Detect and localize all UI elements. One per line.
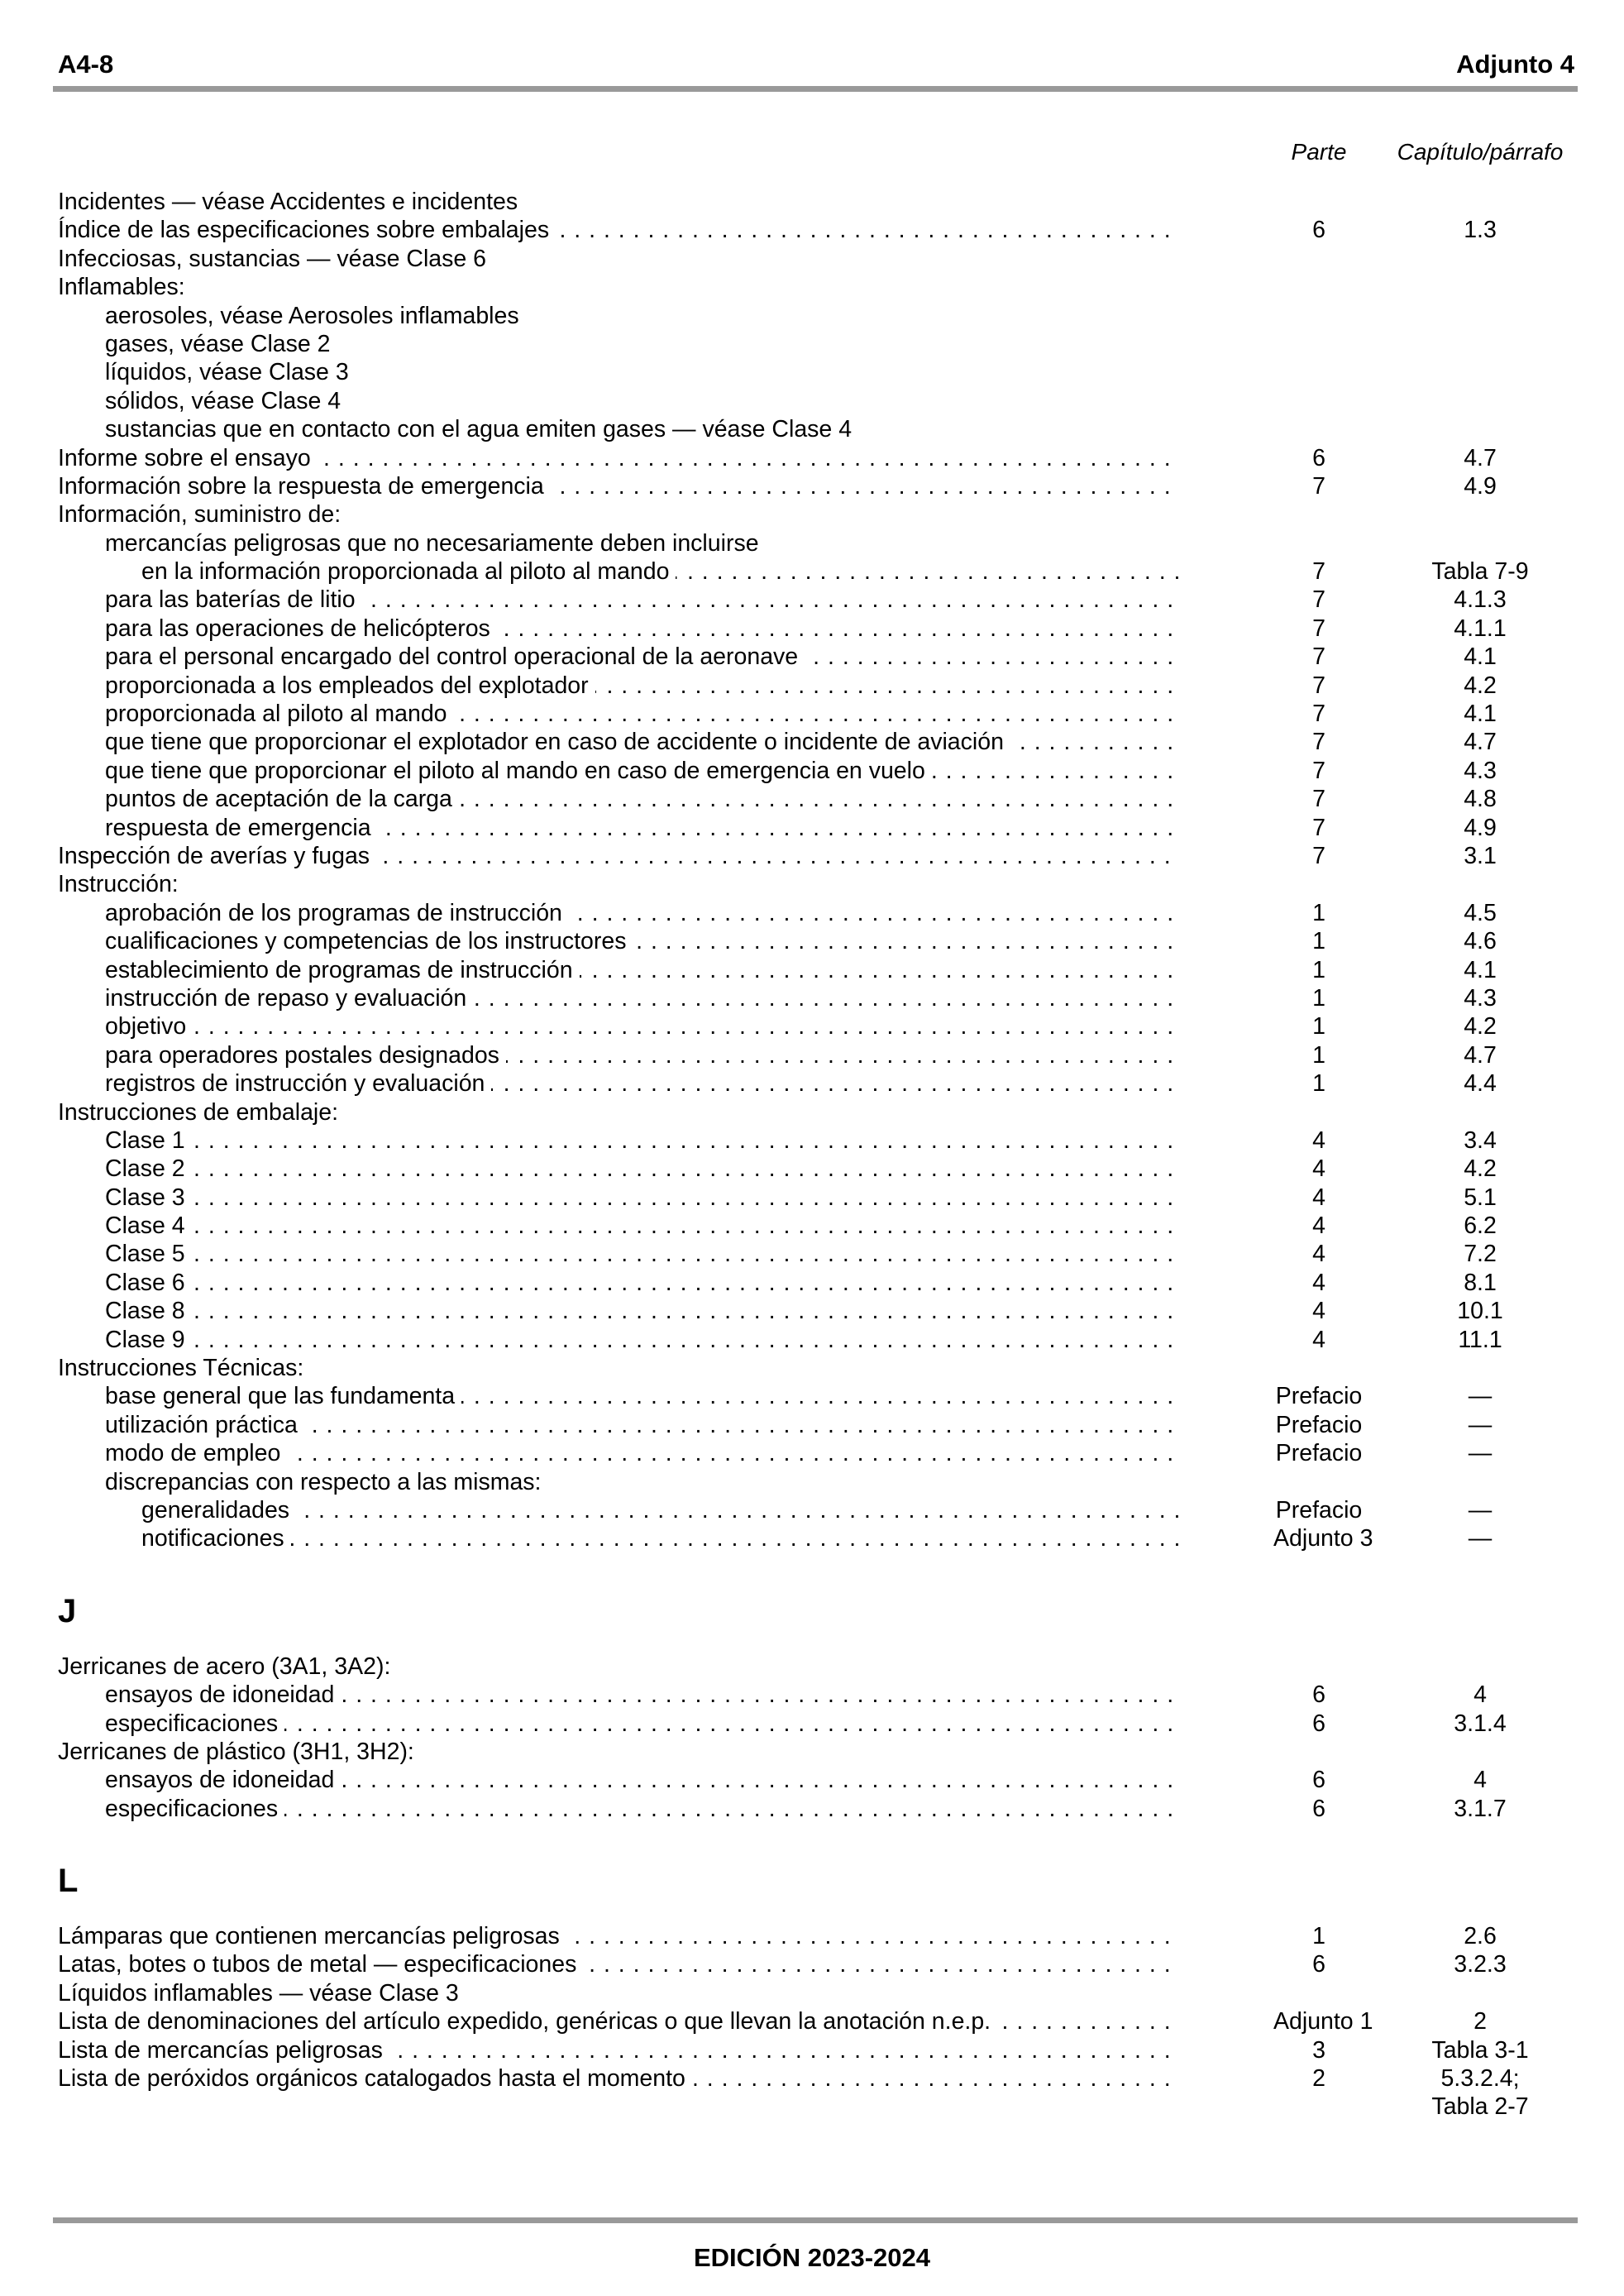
index-term-text: líquidos, véase Clase 3 xyxy=(105,359,349,386)
section-letter xyxy=(0,1553,1624,1653)
index-entry xyxy=(0,444,1624,472)
index-term xyxy=(105,899,1181,927)
index-entry xyxy=(0,1297,1624,1325)
index-term xyxy=(58,2064,1181,2093)
index-term xyxy=(105,643,1181,671)
index-capitulo: 3.1.4 xyxy=(1454,1710,1507,1737)
index-term-text: Clase 4 xyxy=(105,1213,192,1239)
index-term-text: para el personal encargado del control operacional de la aeronave xyxy=(105,643,805,670)
index-term-text: Inspección de averías y fugas xyxy=(58,843,376,869)
index-term xyxy=(105,1411,1181,1439)
index-term xyxy=(105,956,1181,984)
index-entry xyxy=(0,415,1624,443)
index-term-text: proporcionada a los empleados del explotador xyxy=(105,672,595,699)
index-term xyxy=(58,1950,1181,1978)
index-parte: 4 xyxy=(1312,1241,1325,1268)
index-term-text: Clase 6 xyxy=(105,1270,192,1296)
index-term-text: Clase 5 xyxy=(105,1241,192,1267)
index-term xyxy=(105,984,1181,1012)
index-capitulo: 6.2 xyxy=(1464,1213,1497,1240)
index-term-text: Clase 1 xyxy=(105,1127,192,1154)
index-term-text: cualificaciones y competencias de los instructores xyxy=(105,928,633,954)
index-entry xyxy=(0,814,1624,842)
index-term-text: Clase 2 xyxy=(105,1155,192,1182)
index-entry xyxy=(0,1710,1624,1738)
index-term xyxy=(105,615,1181,643)
index-capitulo: 3.1.7 xyxy=(1454,1795,1507,1822)
index-term-text: para operadores postales designados xyxy=(105,1042,506,1069)
index-term xyxy=(105,1155,1181,1183)
index-term-text: Información, suministro de: xyxy=(58,501,342,529)
index-term-text: proporcionada al piloto al mando xyxy=(105,701,454,727)
index-parte: 4 xyxy=(1312,1155,1325,1183)
index-entry xyxy=(0,472,1624,500)
index-entry xyxy=(0,1041,1624,1069)
index-term-text: Índice de las especificaciones sobre embalajes xyxy=(58,217,556,243)
index-term-text: instrucción de repaso y evaluación xyxy=(105,985,473,1012)
index-entry xyxy=(0,557,1624,586)
index-term xyxy=(58,2007,1181,2035)
index-parte: 3 xyxy=(1312,2036,1325,2064)
index-term-text: Jerricanes de plástico (3H1, 3H2): xyxy=(58,1738,414,1765)
index-term-text: Líquidos inflamables — véase Clase 3 xyxy=(58,1979,459,2007)
footer-rule xyxy=(53,2217,1578,2223)
index-term xyxy=(105,1468,541,1496)
index-parte: 6 xyxy=(1312,444,1325,471)
column-header-capitulo: Capítulo/párrafo xyxy=(1397,139,1564,165)
page-number: A4-8 xyxy=(58,50,114,79)
index-term-text: Latas, botes o tubos de metal — especificaciones xyxy=(58,1951,583,1978)
index-entry xyxy=(0,387,1624,415)
index-term-text: registros de instrucción y evaluación xyxy=(105,1070,491,1097)
index-term-text: establecimiento de programas de instrucción xyxy=(105,957,580,983)
index-capitulo: 4.2 xyxy=(1464,1013,1497,1040)
column-header-parte: Parte xyxy=(1291,139,1347,165)
index-term-text: objetivo xyxy=(105,1013,193,1040)
section-letter-label: J xyxy=(58,1592,77,1629)
index-capitulo: 4.2 xyxy=(1464,672,1497,699)
index-capitulo: 5.3.2.4; xyxy=(1440,2065,1520,2093)
index-entry xyxy=(0,956,1624,984)
index-entry xyxy=(0,1766,1624,1794)
index-term-text: Lámparas que contienen mercancías peligrosas xyxy=(58,1923,566,1949)
index-entry xyxy=(0,984,1624,1012)
header-rule xyxy=(53,86,1578,92)
index-entry xyxy=(0,1950,1624,1978)
index-term xyxy=(105,1326,1181,1354)
index-entry xyxy=(0,1738,1624,1766)
index-entry xyxy=(0,1496,1624,1524)
index-capitulo: 8.1 xyxy=(1464,1269,1497,1296)
index-term xyxy=(105,927,1181,955)
index-entry xyxy=(0,1069,1624,1098)
index-term xyxy=(58,500,341,529)
index-parte: 4 xyxy=(1312,1126,1325,1154)
index-entry xyxy=(0,1382,1624,1410)
index-term xyxy=(58,216,1181,244)
index-entry xyxy=(0,842,1624,870)
index-entry xyxy=(0,1126,1624,1155)
index-term-text: puntos de aceptación de la carga xyxy=(105,786,459,812)
index-parte: 1 xyxy=(1312,956,1325,983)
index-entry xyxy=(0,2093,1624,2121)
index-capitulo: Tabla 3-1 xyxy=(1431,2036,1529,2064)
index-term xyxy=(105,728,1181,756)
index-parte: 7 xyxy=(1312,701,1325,728)
index-term-text: Información sobre la respuesta de emergencia xyxy=(58,473,551,500)
index-term-text: Infecciosas, sustancias — véase Clase 6 xyxy=(58,245,486,272)
index-parte: 4 xyxy=(1312,1213,1325,1240)
index-capitulo: — xyxy=(1468,1496,1493,1523)
index-entry xyxy=(0,2036,1624,2064)
index-parte: 6 xyxy=(1312,1795,1325,1822)
index-parte: 6 xyxy=(1312,1710,1325,1737)
index-term xyxy=(105,1681,1181,1709)
index-entry xyxy=(0,1098,1624,1126)
index-entry xyxy=(0,700,1624,728)
index-entry xyxy=(0,1524,1624,1552)
index-term xyxy=(58,273,185,301)
index-term xyxy=(58,1979,459,2007)
index-term-text: Instrucción: xyxy=(58,871,179,898)
index-parte: 7 xyxy=(1312,615,1325,642)
index-term xyxy=(105,330,331,358)
index-entry xyxy=(0,1269,1624,1297)
index-entry xyxy=(0,1212,1624,1240)
index-capitulo: 4 xyxy=(1474,1681,1487,1709)
index-capitulo: 4 xyxy=(1474,1767,1487,1794)
index-term xyxy=(141,557,1181,586)
index-entry xyxy=(0,1468,1624,1496)
index-term-text: Lista de peróxidos orgánicos catalogados hasta el momento xyxy=(58,2065,692,2092)
index-term-text: mercancías peligrosas que no necesariamente deben incluirse xyxy=(105,529,759,557)
index-term xyxy=(105,1041,1181,1069)
index-term-text: que tiene que proporcionar el piloto al mando en caso de emergencia en vuelo xyxy=(105,758,932,784)
index-term-text: base general que las fundamenta xyxy=(105,1383,461,1409)
index-term xyxy=(58,472,1181,500)
index-capitulo: 4.8 xyxy=(1464,786,1497,813)
index-term xyxy=(105,1212,1181,1240)
edition-footer: EDICIÓN 2023-2024 xyxy=(693,2243,931,2272)
index-entry xyxy=(0,1326,1624,1354)
index-capitulo: 2.6 xyxy=(1464,1923,1497,1950)
index-term xyxy=(58,1922,1181,1950)
index-term-text: ensayos de idoneidad xyxy=(105,1681,341,1708)
index-entry xyxy=(0,757,1624,785)
index-term-text: generalidades xyxy=(141,1497,296,1523)
index-capitulo: 4.3 xyxy=(1464,984,1497,1012)
index-parte: 1 xyxy=(1312,1041,1325,1069)
index-term-text: Lista de mercancías peligrosas xyxy=(58,2037,389,2064)
index-term xyxy=(58,188,518,216)
index-entry xyxy=(0,785,1624,813)
index-term xyxy=(105,700,1181,728)
index-capitulo: 4.1 xyxy=(1464,701,1497,728)
index-capitulo: Tabla 2-7 xyxy=(1431,2093,1529,2121)
index-entry xyxy=(0,330,1624,358)
index-entry xyxy=(0,1411,1624,1439)
index-term xyxy=(105,1766,1181,1794)
index-parte: 7 xyxy=(1312,472,1325,500)
index-entry xyxy=(0,1795,1624,1823)
index-parte: 1 xyxy=(1312,899,1325,926)
index-term xyxy=(105,302,519,330)
index-term-text: para las operaciones de helicópteros xyxy=(105,615,497,642)
index-parte: 7 xyxy=(1312,842,1325,869)
index-capitulo: 5.1 xyxy=(1464,1184,1497,1211)
index-parte: 1 xyxy=(1312,1923,1325,1950)
index-term-text: modo de empleo xyxy=(105,1440,287,1466)
index-term xyxy=(105,814,1181,842)
index-term xyxy=(105,1240,1181,1268)
index-capitulo: — xyxy=(1468,1411,1493,1438)
index-term xyxy=(58,444,1181,472)
index-term-text: Instrucciones de embalaje: xyxy=(58,1098,339,1126)
index-parte: 4 xyxy=(1312,1269,1325,1296)
index-entry xyxy=(0,1439,1624,1467)
index-entry xyxy=(0,500,1624,529)
index-capitulo: 3.4 xyxy=(1464,1126,1497,1154)
index-parte: 7 xyxy=(1312,643,1325,671)
index-capitulo: 7.2 xyxy=(1464,1241,1497,1268)
index-capitulo: Tabla 7-9 xyxy=(1431,558,1529,586)
index-term xyxy=(105,785,1181,813)
index-entry xyxy=(0,899,1624,927)
index-capitulo: 4.6 xyxy=(1464,928,1497,955)
index-entry xyxy=(0,2007,1624,2035)
index-capitulo: 10.1 xyxy=(1457,1298,1503,1325)
index-parte: 4 xyxy=(1312,1326,1325,1353)
attachment-title: Adjunto 4 xyxy=(1456,50,1574,79)
index-term-text: sustancias que en contacto con el agua emiten gases — véase Clase 4 xyxy=(105,416,853,443)
index-entry xyxy=(0,1681,1624,1709)
index-entry xyxy=(0,643,1624,671)
index-term-text: Clase 3 xyxy=(105,1184,192,1211)
index-capitulo: 4.1.3 xyxy=(1454,586,1507,614)
index-term xyxy=(141,1496,1181,1524)
index-parte: 6 xyxy=(1312,1767,1325,1794)
index-term-text: para las baterías de litio xyxy=(105,586,362,613)
index-term-text: Lista de denominaciones del artículo expedido, genéricas o que llevan la anotación n.e.p. xyxy=(58,2008,997,2035)
index-parte: 6 xyxy=(1312,217,1325,244)
index-term xyxy=(105,1012,1181,1040)
index-entry xyxy=(0,302,1624,330)
index-capitulo: 4.2 xyxy=(1464,1155,1497,1183)
index-entry xyxy=(0,672,1624,700)
index-entry xyxy=(0,245,1624,273)
index-entry xyxy=(0,1240,1624,1268)
index-list xyxy=(0,188,1624,2121)
index-term-text: aerosoles, véase Aerosoles inflamables xyxy=(105,302,519,329)
index-entry xyxy=(0,529,1624,557)
index-term xyxy=(105,1184,1181,1212)
index-term-text: Instrucciones Técnicas: xyxy=(58,1355,304,1382)
index-entry xyxy=(0,870,1624,898)
index-term xyxy=(105,387,341,415)
index-parte: 7 xyxy=(1312,786,1325,813)
index-capitulo: — xyxy=(1468,1440,1493,1467)
index-term-text: que tiene que proporcionar el explotador en caso de accidente o incidente de aviación xyxy=(105,729,1010,755)
section-letter xyxy=(0,1823,1624,1922)
index-entry xyxy=(0,927,1624,955)
index-entry xyxy=(0,1155,1624,1183)
index-entry xyxy=(0,188,1624,216)
index-capitulo: — xyxy=(1468,1383,1493,1410)
index-term-text: ensayos de idoneidad xyxy=(105,1767,341,1793)
index-parte: 1 xyxy=(1312,1070,1325,1098)
index-term-text: Inflamables: xyxy=(58,274,185,301)
index-term-text: Informe sobre el ensayo xyxy=(58,445,318,471)
index-entry xyxy=(0,615,1624,643)
index-parte: 7 xyxy=(1312,558,1325,586)
index-parte: 1 xyxy=(1312,928,1325,955)
index-parte: Prefacio xyxy=(1275,1411,1363,1438)
index-term xyxy=(105,358,349,386)
index-term xyxy=(105,672,1181,700)
index-capitulo: 4.9 xyxy=(1464,814,1497,841)
index-term-text: Clase 8 xyxy=(105,1298,192,1324)
index-term-text: gases, véase Clase 2 xyxy=(105,330,331,357)
index-capitulo: 2 xyxy=(1474,2008,1487,2035)
index-parte: 7 xyxy=(1312,729,1325,756)
index-capitulo: 4.1 xyxy=(1464,643,1497,671)
index-parte: 6 xyxy=(1312,1681,1325,1709)
index-term-text: utilización práctica xyxy=(105,1412,304,1438)
index-parte: Adjunto 3 xyxy=(1273,1525,1373,1552)
index-entry xyxy=(0,1653,1624,1681)
index-term-text: respuesta de emergencia xyxy=(105,815,378,841)
index-term xyxy=(58,842,1181,870)
index-entry xyxy=(0,1184,1624,1212)
index-term xyxy=(105,1710,1181,1738)
index-term xyxy=(105,586,1181,614)
index-parte: 7 xyxy=(1312,586,1325,614)
index-term xyxy=(105,1297,1181,1325)
index-parte: 4 xyxy=(1312,1184,1325,1211)
index-capitulo: 1.3 xyxy=(1464,217,1497,244)
index-capitulo: 4.4 xyxy=(1464,1070,1497,1098)
index-capitulo: — xyxy=(1468,1525,1493,1552)
index-entry xyxy=(0,1012,1624,1040)
index-entry xyxy=(0,586,1624,614)
index-term xyxy=(105,1269,1181,1297)
index-capitulo: 3.1 xyxy=(1464,842,1497,869)
index-parte: 7 xyxy=(1312,814,1325,841)
index-entry xyxy=(0,1922,1624,1950)
index-capitulo: 4.5 xyxy=(1464,899,1497,926)
index-term xyxy=(105,1069,1181,1098)
index-capitulo: 4.7 xyxy=(1464,729,1497,756)
index-term-text: notificaciones xyxy=(141,1525,291,1552)
index-term xyxy=(58,1653,390,1681)
index-term xyxy=(58,245,486,273)
index-term-text: discrepancias con respecto a las mismas: xyxy=(105,1468,542,1495)
index-parte: Prefacio xyxy=(1275,1496,1363,1523)
index-term-text: Clase 9 xyxy=(105,1327,192,1353)
index-term xyxy=(58,870,179,898)
index-term-text: especificaciones xyxy=(105,1796,284,1822)
index-capitulo: 3.2.3 xyxy=(1454,1951,1507,1978)
index-capitulo: 11.1 xyxy=(1458,1326,1502,1353)
index-parte: Prefacio xyxy=(1275,1440,1363,1467)
index-parte: Prefacio xyxy=(1275,1383,1363,1410)
index-parte: 7 xyxy=(1312,672,1325,699)
index-term xyxy=(105,415,852,443)
index-entry xyxy=(0,216,1624,244)
index-parte: 1 xyxy=(1312,984,1325,1012)
index-term-text: sólidos, véase Clase 4 xyxy=(105,387,342,414)
index-term xyxy=(105,1795,1181,1823)
index-entry xyxy=(0,358,1624,386)
index-entry xyxy=(0,2064,1624,2093)
index-term-text: en la información proporcionada al piloto al mando xyxy=(141,558,676,585)
section-letter-label: L xyxy=(58,1863,79,1900)
index-term xyxy=(105,1439,1181,1467)
index-parte: 6 xyxy=(1312,1951,1325,1978)
index-term xyxy=(105,529,759,557)
index-parte: 1 xyxy=(1312,1013,1325,1040)
index-entry xyxy=(0,728,1624,756)
index-parte: 4 xyxy=(1312,1298,1325,1325)
index-term xyxy=(58,2036,1181,2064)
index-term-text: especificaciones xyxy=(105,1710,284,1737)
index-term xyxy=(105,757,1181,785)
index-term-text: aprobación de los programas de instrucción xyxy=(105,900,569,926)
index-term-text: Incidentes — véase Accidentes e incidentes xyxy=(58,189,518,215)
index-capitulo: 4.9 xyxy=(1464,472,1497,500)
index-term xyxy=(105,1382,1181,1410)
index-parte: 2 xyxy=(1312,2065,1325,2093)
index-term xyxy=(58,1738,414,1766)
index-entry xyxy=(0,1979,1624,2007)
index-capitulo: 4.3 xyxy=(1464,757,1497,784)
index-capitulo: 4.7 xyxy=(1464,1041,1497,1069)
index-term xyxy=(58,1354,303,1382)
index-entry xyxy=(0,1354,1624,1382)
index-term xyxy=(105,1126,1181,1155)
index-entry xyxy=(0,273,1624,301)
index-capitulo: 4.7 xyxy=(1464,444,1497,471)
index-term xyxy=(141,1524,1181,1552)
index-term-text: Jerricanes de acero (3A1, 3A2): xyxy=(58,1653,391,1680)
index-parte: 7 xyxy=(1312,757,1325,784)
index-capitulo: 4.1.1 xyxy=(1454,615,1507,642)
index-parte: Adjunto 1 xyxy=(1273,2008,1373,2035)
index-capitulo: 4.1 xyxy=(1464,956,1497,983)
index-term xyxy=(58,1098,338,1126)
